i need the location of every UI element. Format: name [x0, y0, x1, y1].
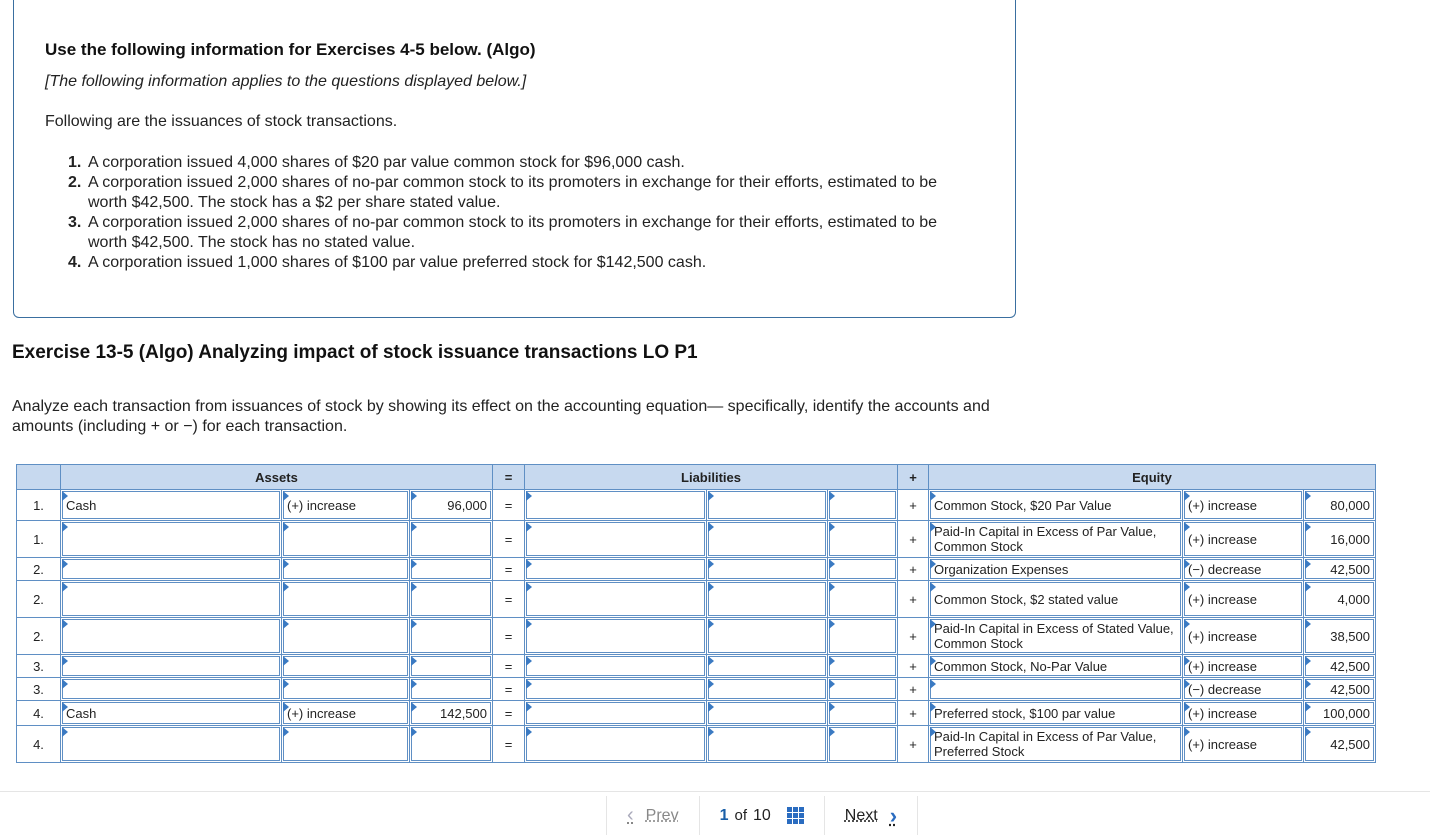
liability-amount-input-cell [828, 655, 898, 678]
equals-sign: = [493, 521, 525, 558]
asset-account-select-cell [61, 655, 282, 678]
liability-account-select[interactable] [526, 582, 705, 616]
asset-amount-input[interactable] [411, 619, 491, 653]
list-item: 2. A corporation issued 2,000 shares of no-par common stock to its promoters in exchange for their efforts, estimated to be worth $42,500. The stock has a $2 per share stated value. [68, 174, 938, 211]
liability-effect-select[interactable] [708, 582, 826, 616]
asset-amount-input-cell [410, 558, 493, 581]
liability-amount-input-cell [828, 701, 898, 726]
liability-effect-select-cell [707, 490, 828, 521]
plus-sign: + [898, 701, 929, 726]
liability-account-select[interactable] [526, 559, 705, 579]
equity-effect-select-cell [1183, 678, 1304, 701]
equity-amount-input[interactable]: 38,500 [1305, 619, 1374, 653]
plus-sign: + [898, 521, 929, 558]
header-blank [17, 465, 61, 490]
asset-account-select[interactable] [62, 619, 280, 653]
asset-account-select-cell [61, 581, 282, 618]
plus-sign: + [898, 490, 929, 521]
equity-amount-input[interactable]: 80,000 [1305, 491, 1374, 519]
liability-account-select-cell [525, 618, 707, 655]
asset-account-select[interactable] [62, 582, 280, 616]
equity-amount-input[interactable]: 4,000 [1305, 582, 1374, 616]
row-number: 4. [17, 726, 61, 763]
liability-amount-input[interactable] [829, 582, 896, 616]
liability-effect-select-cell [707, 521, 828, 558]
liability-amount-input[interactable] [829, 491, 896, 519]
table-row [17, 701, 1376, 726]
asset-account-select-cell [61, 701, 282, 726]
asset-effect-select[interactable]: (+) increase [283, 702, 408, 724]
asset-account-select-cell [61, 521, 282, 558]
row-number: 1. [17, 521, 61, 558]
asset-effect-select[interactable] [283, 727, 408, 761]
liability-amount-input[interactable] [829, 702, 896, 724]
asset-effect-select[interactable] [283, 619, 408, 653]
page-indicator[interactable] [699, 796, 824, 835]
asset-account-select-cell [61, 558, 282, 581]
current-page: 1 [719, 806, 729, 824]
liability-effect-select[interactable] [708, 702, 826, 724]
liability-amount-input[interactable] [829, 619, 896, 653]
exercise-title: Exercise 13-5 (Algo) Analyzing impact of stock issuance transactions LO P1 [12, 342, 698, 363]
liability-amount-input-cell [828, 581, 898, 618]
row-number: 2. [17, 581, 61, 618]
liability-effect-select-cell [707, 701, 828, 726]
equity-effect-select[interactable]: (−) decrease [1184, 559, 1302, 579]
asset-amount-input-cell [410, 490, 493, 521]
equity-amount-input-cell [1304, 558, 1376, 581]
liability-effect-select[interactable] [708, 491, 826, 519]
plus-sign: + [898, 678, 929, 701]
asset-amount-input-cell [410, 678, 493, 701]
header-liabilities: Liabilities [525, 465, 898, 490]
liability-amount-input-cell [828, 678, 898, 701]
equity-effect-select-cell [1183, 490, 1304, 521]
equity-effect-select-cell [1183, 726, 1304, 763]
equity-effect-select[interactable]: (+) increase [1184, 702, 1302, 724]
header-equity: Equity [929, 465, 1376, 490]
row-number: 4. [17, 701, 61, 726]
plus-sign: + [898, 558, 929, 581]
liability-amount-input[interactable] [829, 727, 896, 761]
equity-account-select-cell [929, 558, 1183, 581]
liability-effect-select[interactable] [708, 619, 826, 653]
equity-amount-input-cell [1304, 521, 1376, 558]
liability-amount-input-cell [828, 726, 898, 763]
liability-account-select-cell [525, 521, 707, 558]
equity-amount-input[interactable]: 100,000 [1305, 702, 1374, 724]
liability-effect-select[interactable] [708, 522, 826, 556]
asset-amount-input-cell [410, 581, 493, 618]
asset-account-select[interactable] [62, 559, 280, 579]
equity-effect-select-cell [1183, 655, 1304, 678]
equity-account-select[interactable] [930, 679, 1181, 699]
equals-sign: = [493, 701, 525, 726]
row-number: 2. [17, 558, 61, 581]
equity-amount-input[interactable]: 42,500 [1305, 656, 1374, 676]
equity-amount-input-cell [1304, 618, 1376, 655]
list-item: 3. A corporation issued 2,000 shares of no-par common stock to its promoters in exchange for their efforts, estimated to be worth $42,500. The stock has no stated value. [68, 214, 938, 251]
liability-amount-input-cell [828, 490, 898, 521]
liability-account-select-cell [525, 701, 707, 726]
total-pages: 10 [753, 806, 771, 824]
liability-amount-input[interactable] [829, 656, 896, 676]
asset-amount-input[interactable] [411, 727, 491, 761]
asset-amount-input-cell [410, 726, 493, 763]
equity-effect-select[interactable]: (+) increase [1184, 656, 1302, 676]
asset-effect-select-cell [282, 558, 410, 581]
liability-account-select-cell [525, 655, 707, 678]
prev-button[interactable]: ‹ Prev [606, 796, 699, 835]
equity-effect-select-cell [1183, 618, 1304, 655]
asset-account-select-cell [61, 490, 282, 521]
equity-effect-select-cell [1183, 701, 1304, 726]
table-row [17, 618, 1376, 655]
chevron-right-icon: › [889, 802, 898, 828]
asset-amount-input[interactable] [411, 656, 491, 676]
asset-effect-select[interactable] [283, 522, 408, 556]
equity-amount-input[interactable]: 42,500 [1305, 727, 1374, 761]
equity-effect-select-cell [1183, 521, 1304, 558]
info-intro: Following are the issuances of stock transactions. [45, 113, 398, 130]
equity-amount-input-cell [1304, 726, 1376, 763]
table-row [17, 490, 1376, 521]
liability-account-select-cell [525, 581, 707, 618]
chevron-left-icon: ‹ [627, 804, 634, 826]
asset-amount-input[interactable] [411, 559, 491, 579]
pagination [606, 796, 918, 835]
asset-effect-select-cell [282, 655, 410, 678]
equity-account-select[interactable]: Common Stock, $20 Par Value [930, 491, 1181, 519]
liability-amount-input[interactable] [829, 679, 896, 699]
liability-account-select-cell [525, 678, 707, 701]
grid-icon[interactable] [787, 807, 804, 824]
table-row [17, 558, 1376, 581]
footer-divider [0, 791, 1430, 792]
asset-account-select[interactable] [62, 656, 280, 676]
asset-effect-select-cell [282, 618, 410, 655]
equity-amount-input-cell [1304, 655, 1376, 678]
equity-amount-input-cell [1304, 581, 1376, 618]
liability-amount-input-cell [828, 618, 898, 655]
equals-sign: = [493, 558, 525, 581]
equity-amount-input-cell [1304, 678, 1376, 701]
asset-account-select-cell [61, 618, 282, 655]
asset-amount-input[interactable]: 142,500 [411, 702, 491, 724]
list-item: 1. A corporation issued 4,000 shares of $20 par value common stock for $96,000 cash. [68, 154, 685, 171]
header-plus: + [898, 465, 929, 490]
liability-account-select[interactable] [526, 491, 705, 519]
asset-amount-input[interactable]: 96,000 [411, 491, 491, 519]
equity-effect-select[interactable]: (+) increase [1184, 491, 1302, 519]
asset-effect-select[interactable]: (+) increase [283, 491, 408, 519]
plus-sign: + [898, 655, 929, 678]
equity-account-select-cell [929, 726, 1183, 763]
equals-sign: = [493, 655, 525, 678]
table-row [17, 521, 1376, 558]
asset-amount-input-cell [410, 521, 493, 558]
equity-effect-select[interactable]: (+) increase [1184, 582, 1302, 616]
asset-account-select[interactable] [62, 727, 280, 761]
liability-account-select[interactable] [526, 727, 705, 761]
equals-sign: = [493, 581, 525, 618]
table-row [17, 678, 1376, 701]
liability-effect-select[interactable] [708, 679, 826, 699]
asset-effect-select-cell [282, 521, 410, 558]
liability-account-select[interactable] [526, 619, 705, 653]
equity-account-select-cell [929, 618, 1183, 655]
asset-effect-select-cell [282, 701, 410, 726]
asset-amount-input[interactable] [411, 679, 491, 699]
header-equals: = [493, 465, 525, 490]
liability-account-select-cell [525, 558, 707, 581]
next-button[interactable]: Next › [824, 796, 918, 835]
asset-effect-select[interactable] [283, 679, 408, 699]
asset-amount-input-cell [410, 701, 493, 726]
table-row [17, 726, 1376, 763]
equity-account-select[interactable]: Preferred stock, $100 par value [930, 702, 1181, 724]
liability-effect-select[interactable] [708, 559, 826, 579]
asset-effect-select[interactable] [283, 656, 408, 676]
liability-effect-select-cell [707, 581, 828, 618]
liability-account-select[interactable] [526, 522, 705, 556]
liability-account-select-cell [525, 726, 707, 763]
asset-account-select-cell [61, 678, 282, 701]
page-of-label: of [734, 807, 747, 824]
liability-effect-select[interactable] [708, 656, 826, 676]
liability-account-select[interactable] [526, 679, 705, 699]
asset-account-select[interactable] [62, 522, 280, 556]
row-number: 1. [17, 490, 61, 521]
asset-effect-select-cell [282, 581, 410, 618]
equity-account-select[interactable]: Organization Expenses [930, 559, 1181, 579]
liability-effect-select-cell [707, 655, 828, 678]
info-subtitle: [The following information applies to the questions displayed below.] [45, 73, 527, 90]
equity-amount-input[interactable]: 16,000 [1305, 522, 1374, 556]
table-row [17, 581, 1376, 618]
equity-account-select-cell [929, 490, 1183, 521]
asset-account-select[interactable]: Cash [62, 491, 280, 519]
equity-account-select-cell [929, 655, 1183, 678]
equity-account-select-cell [929, 678, 1183, 701]
equity-account-select[interactable]: Paid-In Capital in Excess of Par Value, Common Stock [930, 522, 1181, 556]
row-number: 2. [17, 618, 61, 655]
equity-amount-input[interactable]: 42,500 [1305, 559, 1374, 579]
equity-account-select[interactable]: Common Stock, $2 stated value [930, 582, 1181, 616]
liability-amount-input-cell [828, 558, 898, 581]
header-assets: Assets [61, 465, 493, 490]
liability-effect-select-cell [707, 726, 828, 763]
exercise-instructions: Analyze each transaction from issuances of stock by showing its effect on the accounting equation— specifically, identify the accounts and amounts (including + or −) for each transaction. [12, 398, 990, 435]
liability-account-select[interactable] [526, 702, 705, 724]
equity-amount-input[interactable]: 42,500 [1305, 679, 1374, 699]
equity-account-select[interactable]: Paid-In Capital in Excess of Par Value, Preferred Stock [930, 727, 1181, 761]
table-row [17, 655, 1376, 678]
equity-amount-input-cell [1304, 701, 1376, 726]
asset-effect-select[interactable] [283, 582, 408, 616]
liability-effect-select[interactable] [708, 727, 826, 761]
plus-sign: + [898, 581, 929, 618]
asset-effect-select-cell [282, 678, 410, 701]
asset-account-select[interactable]: Cash [62, 702, 280, 724]
asset-account-select[interactable] [62, 679, 280, 699]
equals-sign: = [493, 726, 525, 763]
plus-sign: + [898, 726, 929, 763]
asset-amount-input[interactable] [411, 522, 491, 556]
asset-amount-input-cell [410, 618, 493, 655]
equity-effect-select[interactable]: (−) decrease [1184, 679, 1302, 699]
list-item: 4. A corporation issued 1,000 shares of $100 par value preferred stock for $142,500 cash. [68, 254, 707, 271]
equity-account-select[interactable]: Common Stock, No-Par Value [930, 656, 1181, 676]
equity-effect-select[interactable]: (+) increase [1184, 522, 1302, 556]
equity-account-select-cell [929, 701, 1183, 726]
liability-amount-input[interactable] [829, 559, 896, 579]
equity-amount-input-cell [1304, 490, 1376, 521]
equity-effect-select-cell [1183, 581, 1304, 618]
equity-effect-select[interactable]: (+) increase [1184, 619, 1302, 653]
accounting-equation-table [16, 464, 1376, 763]
liability-effect-select-cell [707, 678, 828, 701]
asset-amount-input-cell [410, 655, 493, 678]
asset-account-select-cell [61, 726, 282, 763]
equity-account-select-cell [929, 521, 1183, 558]
asset-effect-select[interactable] [283, 559, 408, 579]
liability-account-select-cell [525, 490, 707, 521]
asset-effect-select-cell [282, 726, 410, 763]
liability-account-select[interactable] [526, 656, 705, 676]
liability-amount-input[interactable] [829, 522, 896, 556]
liability-effect-select-cell [707, 558, 828, 581]
equals-sign: = [493, 678, 525, 701]
liability-effect-select-cell [707, 618, 828, 655]
transaction-list [68, 153, 968, 273]
equals-sign: = [493, 618, 525, 655]
equity-effect-select[interactable]: (+) increase [1184, 727, 1302, 761]
equity-account-select[interactable]: Paid-In Capital in Excess of Stated Value, Common Stock [930, 619, 1181, 653]
row-number: 3. [17, 678, 61, 701]
row-number: 3. [17, 655, 61, 678]
asset-amount-input[interactable] [411, 582, 491, 616]
plus-sign: + [898, 618, 929, 655]
info-title: Use the following information for Exercises 4-5 below. (Algo) [45, 40, 536, 59]
asset-effect-select-cell [282, 490, 410, 521]
equity-account-select-cell [929, 581, 1183, 618]
equals-sign: = [493, 490, 525, 521]
liability-amount-input-cell [828, 521, 898, 558]
equity-effect-select-cell [1183, 558, 1304, 581]
